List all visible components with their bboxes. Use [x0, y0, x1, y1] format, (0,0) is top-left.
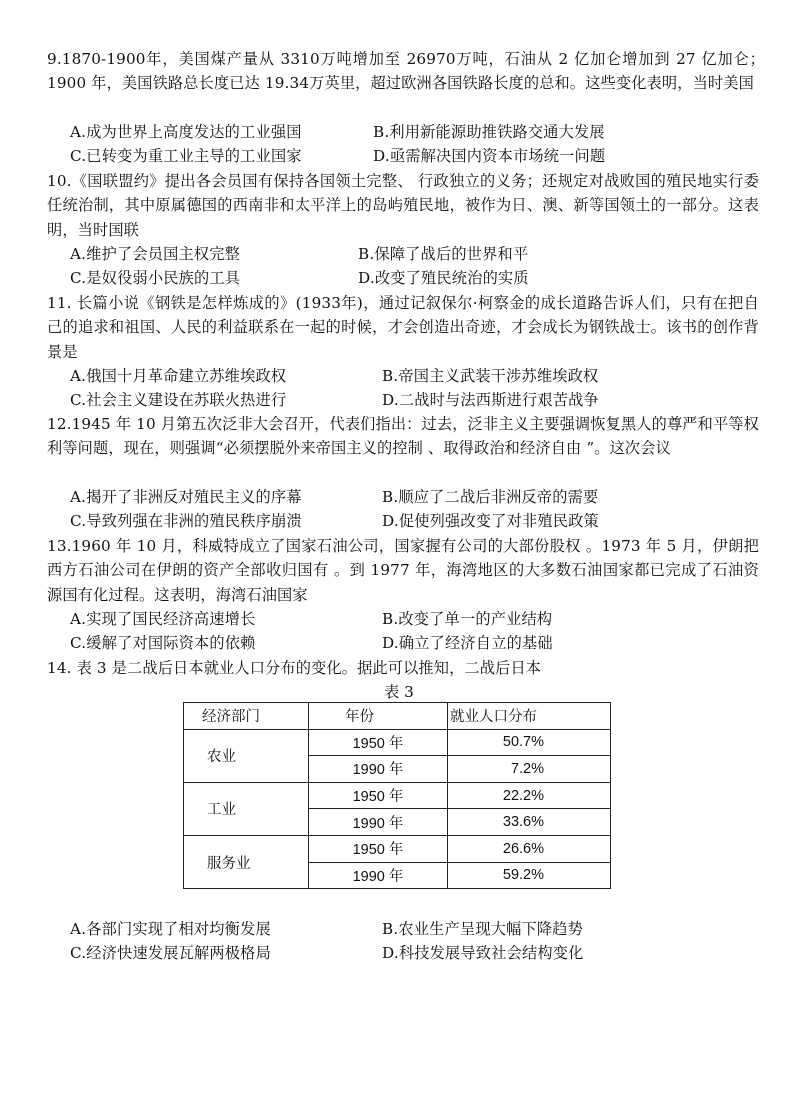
table-row	[184, 835, 611, 862]
employment-table	[183, 702, 611, 889]
table-cell-value: 50.7%	[448, 729, 611, 756]
question-14-option-d: D.科技发展导致社会结构变化	[382, 944, 584, 962]
table-cell-sector: 农业	[184, 729, 309, 782]
question-14-option-c: C.经济快速发展瓦解两极格局	[70, 944, 271, 962]
question-9-options-row-2	[0, 144, 794, 168]
question-11-stem: 11. 长篇小说《钢铁是怎样炼成的》(1933年)，通过记叙保尔·柯察金的成长道路告诉人们，只有在把自己的追求和祖国、人民的利益联系在一起的时候，才会创造出奇迹，才会成长为钢铁战士。该书的创作背景是	[47, 294, 759, 361]
question-10-options-row-2	[0, 266, 794, 290]
question-14-options-row-2	[0, 941, 794, 965]
table-header-distribution: 就业人口分布	[448, 703, 611, 730]
question-9-option-b: B.利用新能源助推铁路交通大发展	[373, 123, 605, 141]
table-row	[184, 782, 611, 809]
table-cell-sector: 服务业	[184, 835, 309, 888]
question-14-option-b: B.农业生产呈现大幅下降趋势	[382, 920, 584, 938]
question-12-option-d: D.促使列强改变了对非殖民政策	[382, 512, 599, 530]
question-10-options-row-1	[0, 242, 794, 266]
table-caption: 表 3	[384, 683, 414, 701]
question-10-option-b: B.保障了战后的世界和平	[358, 245, 529, 263]
question-11-option-d: D.二战时与法西斯进行艰苦战争	[382, 391, 599, 409]
question-13-option-d: D.确立了经济自立的基础	[382, 634, 553, 652]
table-header-year: 年份	[309, 703, 448, 730]
question-14-option-a: A.各部门实现了相对均衡发展	[70, 920, 271, 938]
question-13-options-row-1	[0, 607, 794, 631]
table-cell-year: 1950 年	[309, 782, 448, 809]
question-11-option-b: B.帝国主义武装干涉苏维埃政权	[382, 367, 599, 385]
question-13-options-row-2	[0, 631, 794, 655]
table-cell-year: 1950 年	[309, 835, 448, 862]
table-cell-year: 1990 年	[309, 756, 448, 783]
question-12-option-c: C.导致列强在非洲的殖民秩序崩溃	[70, 512, 302, 530]
table-header-row	[184, 703, 611, 730]
table-cell-sector: 工业	[184, 782, 309, 835]
table-cell-value: 7.2%	[448, 756, 611, 783]
table-cell-year: 1990 年	[309, 809, 448, 836]
question-9-options-row-1	[0, 120, 794, 144]
question-10-option-d: D.改变了殖民统治的实质	[358, 269, 529, 287]
question-13-option-b: B.改变了单一的产业结构	[382, 610, 553, 628]
table-cell-year: 1990 年	[309, 862, 448, 889]
question-9-option-c: C.已转变为重工业主导的工业国家	[70, 147, 302, 165]
question-13-option-a: A.实现了国民经济高速增长	[70, 610, 256, 628]
question-14-options-row-1	[0, 917, 794, 941]
table-row	[184, 729, 611, 756]
question-11-options-row-1	[0, 364, 794, 388]
question-13-option-c: C.缓解了对国际资本的依赖	[70, 634, 256, 652]
question-10-option-a: A.维护了会员国主权完整	[70, 245, 241, 263]
table-header-sector: 经济部门	[184, 703, 309, 730]
table-cell-year: 1950 年	[309, 729, 448, 756]
question-9-stem: 9.1870-1900年，美国煤产量从 3310万吨增加至 26970万吨，石油从 2 亿加仑增加到 27 亿加仑；1900 年，美国铁路总长度已达 19.34万英里，超过欧洲各国铁路长度的总和。这些变化表明，当时美国	[47, 50, 765, 93]
question-12-options-row-1	[0, 485, 794, 509]
table-cell-value: 33.6%	[448, 809, 611, 836]
question-11-option-c: C.社会主义建设在苏联火热进行	[70, 391, 287, 409]
question-9-option-d: D.亟需解决国内资本市场统一问题	[373, 147, 606, 165]
question-13-stem: 13.1960 年 10 月，科威特成立了国家石油公司，国家握有公司的大部份股权 。1973 年 5 月，伊朗把西方石油公司在伊朗的资产全部收归国有 。到 1977 年，海湾地区的大多数石油国家都已完成了石油资源国有化过程。这表明，海湾石油国家	[47, 537, 759, 604]
question-11-options-row-2	[0, 388, 794, 412]
question-12-option-b: B.顺应了二战后非洲反帝的需要	[382, 488, 599, 506]
question-10-stem: 10.《国联盟约》提出各会员国有保持各国领土完整、 行政独立的义务；还规定对战败国的殖民地实行委任统治制，其中原属德国的西南非和太平洋上的岛屿殖民地，被作为日、澳、新等国领土的一部分。这表明，当时国联	[47, 172, 759, 239]
table-cell-value: 26.6%	[448, 835, 611, 862]
question-12-stem: 12.1945 年 10 月第五次泛非大会召开，代表们指出：过去，泛非主义主要强调恢复黑人的尊严和平等权利等问题，现在，则强调“必须摆脱外来帝国主义的控制 、取得政治和经济自由 ”。这次会议	[47, 415, 759, 458]
question-11-option-a: A.俄国十月革命建立苏维埃政权	[70, 367, 287, 385]
question-9-option-a: A.成为世界上高度发达的工业强国	[70, 123, 302, 141]
question-14-stem: 14. 表 3 是二战后日本就业人口分布的变化。据此可以推知，二战后日本	[47, 659, 542, 677]
question-12-option-a: A.揭开了非洲反对殖民主义的序幕	[70, 488, 302, 506]
question-12-options-row-2	[0, 509, 794, 533]
table-cell-value: 22.2%	[448, 782, 611, 809]
question-10-option-c: C.是奴役弱小民族的工具	[70, 269, 241, 287]
table-cell-value: 59.2%	[448, 862, 611, 889]
